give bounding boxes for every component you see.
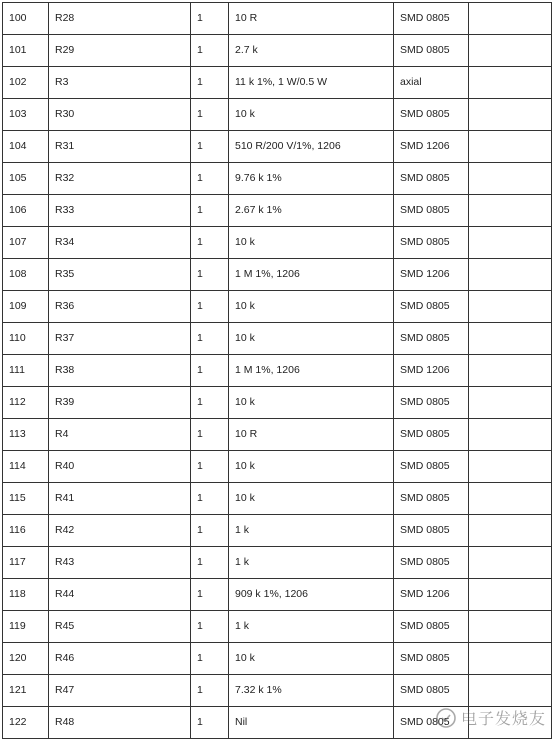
table-row: [3, 419, 552, 451]
bom-table-body: [3, 3, 552, 739]
table-row: [3, 707, 552, 739]
item-number-cell: 106: [3, 195, 49, 227]
table-row: [3, 451, 552, 483]
package-cell: SMD 0805: [394, 99, 469, 131]
item-number-cell: 114: [3, 451, 49, 483]
package-cell: SMD 0805: [394, 195, 469, 227]
component-value-cell: 909 k 1%, 1206: [229, 579, 394, 611]
designator-cell: R44: [49, 579, 191, 611]
quantity-cell: 1: [191, 675, 229, 707]
table-row: [3, 35, 552, 67]
table-row: [3, 483, 552, 515]
quantity-cell: 1: [191, 451, 229, 483]
item-number-cell: 113: [3, 419, 49, 451]
quantity-cell: 1: [191, 3, 229, 35]
item-number-cell: 108: [3, 259, 49, 291]
quantity-cell: 1: [191, 547, 229, 579]
package-cell: SMD 0805: [394, 707, 469, 739]
component-value-cell: 10 k: [229, 483, 394, 515]
empty-cell: [469, 707, 552, 739]
quantity-cell: 1: [191, 259, 229, 291]
empty-cell: [469, 387, 552, 419]
designator-cell: R39: [49, 387, 191, 419]
item-number-cell: 122: [3, 707, 49, 739]
package-cell: SMD 0805: [394, 451, 469, 483]
component-value-cell: 10 k: [229, 99, 394, 131]
table-row: [3, 3, 552, 35]
empty-cell: [469, 451, 552, 483]
package-cell: SMD 0805: [394, 515, 469, 547]
quantity-cell: 1: [191, 419, 229, 451]
package-cell: SMD 1206: [394, 355, 469, 387]
table-row: [3, 259, 552, 291]
quantity-cell: 1: [191, 579, 229, 611]
quantity-cell: 1: [191, 99, 229, 131]
component-value-cell: 11 k 1%, 1 W/0.5 W: [229, 67, 394, 99]
quantity-cell: 1: [191, 163, 229, 195]
component-value-cell: 9.76 k 1%: [229, 163, 394, 195]
package-cell: SMD 0805: [394, 3, 469, 35]
designator-cell: R42: [49, 515, 191, 547]
package-cell: SMD 0805: [394, 547, 469, 579]
package-cell: SMD 0805: [394, 323, 469, 355]
designator-cell: R34: [49, 227, 191, 259]
item-number-cell: 102: [3, 67, 49, 99]
package-cell: SMD 1206: [394, 131, 469, 163]
component-value-cell: 510 R/200 V/1%, 1206: [229, 131, 394, 163]
quantity-cell: 1: [191, 323, 229, 355]
empty-cell: [469, 131, 552, 163]
item-number-cell: 103: [3, 99, 49, 131]
component-value-cell: 1 k: [229, 515, 394, 547]
table-row: [3, 323, 552, 355]
watermark-text: 电子发烧友: [460, 709, 546, 728]
empty-cell: [469, 675, 552, 707]
item-number-cell: 107: [3, 227, 49, 259]
quantity-cell: 1: [191, 291, 229, 323]
component-value-cell: 10 k: [229, 291, 394, 323]
empty-cell: [469, 99, 552, 131]
table-row: [3, 291, 552, 323]
empty-cell: [469, 35, 552, 67]
component-value-cell: 10 k: [229, 387, 394, 419]
item-number-cell: 121: [3, 675, 49, 707]
designator-cell: R40: [49, 451, 191, 483]
package-cell: SMD 0805: [394, 35, 469, 67]
empty-cell: [469, 611, 552, 643]
empty-cell: [469, 3, 552, 35]
designator-cell: R47: [49, 675, 191, 707]
empty-cell: [469, 195, 552, 227]
quantity-cell: 1: [191, 643, 229, 675]
designator-cell: R38: [49, 355, 191, 387]
component-value-cell: 10 k: [229, 451, 394, 483]
item-number-cell: 116: [3, 515, 49, 547]
designator-cell: R36: [49, 291, 191, 323]
table-row: [3, 227, 552, 259]
component-value-cell: 1 M 1%, 1206: [229, 259, 394, 291]
quantity-cell: 1: [191, 707, 229, 739]
designator-cell: R3: [49, 67, 191, 99]
table-row: [3, 195, 552, 227]
empty-cell: [469, 547, 552, 579]
designator-cell: R43: [49, 547, 191, 579]
item-number-cell: 115: [3, 483, 49, 515]
quantity-cell: 1: [191, 195, 229, 227]
empty-cell: [469, 291, 552, 323]
component-value-cell: 1 k: [229, 547, 394, 579]
component-value-cell: 10 R: [229, 3, 394, 35]
item-number-cell: 105: [3, 163, 49, 195]
empty-cell: [469, 67, 552, 99]
table-row: [3, 547, 552, 579]
designator-cell: R41: [49, 483, 191, 515]
table-row: [3, 611, 552, 643]
component-value-cell: Nil: [229, 707, 394, 739]
table-row: [3, 163, 552, 195]
designator-cell: R29: [49, 35, 191, 67]
component-value-cell: 10 k: [229, 227, 394, 259]
table-row: [3, 131, 552, 163]
bom-table: [2, 2, 552, 739]
package-cell: SMD 0805: [394, 291, 469, 323]
table-row: [3, 515, 552, 547]
designator-cell: R31: [49, 131, 191, 163]
component-value-cell: 1 M 1%, 1206: [229, 355, 394, 387]
quantity-cell: 1: [191, 131, 229, 163]
empty-cell: [469, 163, 552, 195]
quantity-cell: 1: [191, 35, 229, 67]
component-value-cell: 10 k: [229, 323, 394, 355]
package-cell: axial: [394, 67, 469, 99]
designator-cell: R37: [49, 323, 191, 355]
table-row: [3, 675, 552, 707]
quantity-cell: 1: [191, 611, 229, 643]
item-number-cell: 110: [3, 323, 49, 355]
component-value-cell: 10 R: [229, 419, 394, 451]
designator-cell: R28: [49, 3, 191, 35]
designator-cell: R45: [49, 611, 191, 643]
empty-cell: [469, 227, 552, 259]
empty-cell: [469, 483, 552, 515]
designator-cell: R46: [49, 643, 191, 675]
package-cell: SMD 1206: [394, 579, 469, 611]
table-row: [3, 355, 552, 387]
component-value-cell: 2.67 k 1%: [229, 195, 394, 227]
quantity-cell: 1: [191, 355, 229, 387]
component-value-cell: 7.32 k 1%: [229, 675, 394, 707]
item-number-cell: 109: [3, 291, 49, 323]
empty-cell: [469, 643, 552, 675]
table-row: [3, 643, 552, 675]
table-row: [3, 579, 552, 611]
package-cell: SMD 0805: [394, 227, 469, 259]
item-number-cell: 100: [3, 3, 49, 35]
item-number-cell: 120: [3, 643, 49, 675]
package-cell: SMD 0805: [394, 483, 469, 515]
empty-cell: [469, 323, 552, 355]
item-number-cell: 117: [3, 547, 49, 579]
component-value-cell: 10 k: [229, 643, 394, 675]
designator-cell: R4: [49, 419, 191, 451]
designator-cell: R33: [49, 195, 191, 227]
quantity-cell: 1: [191, 67, 229, 99]
designator-cell: R35: [49, 259, 191, 291]
quantity-cell: 1: [191, 515, 229, 547]
quantity-cell: 1: [191, 227, 229, 259]
component-value-cell: 1 k: [229, 611, 394, 643]
designator-cell: R30: [49, 99, 191, 131]
item-number-cell: 111: [3, 355, 49, 387]
item-number-cell: 119: [3, 611, 49, 643]
table-row: [3, 67, 552, 99]
package-cell: SMD 1206: [394, 259, 469, 291]
item-number-cell: 101: [3, 35, 49, 67]
package-cell: SMD 0805: [394, 643, 469, 675]
component-value-cell: 2.7 k: [229, 35, 394, 67]
item-number-cell: 112: [3, 387, 49, 419]
package-cell: SMD 0805: [394, 163, 469, 195]
designator-cell: R48: [49, 707, 191, 739]
quantity-cell: 1: [191, 387, 229, 419]
empty-cell: [469, 515, 552, 547]
designator-cell: R32: [49, 163, 191, 195]
table-row: [3, 99, 552, 131]
item-number-cell: 118: [3, 579, 49, 611]
package-cell: SMD 0805: [394, 419, 469, 451]
package-cell: SMD 0805: [394, 611, 469, 643]
package-cell: SMD 0805: [394, 387, 469, 419]
empty-cell: [469, 259, 552, 291]
empty-cell: [469, 419, 552, 451]
table-row: [3, 387, 552, 419]
quantity-cell: 1: [191, 483, 229, 515]
package-cell: SMD 0805: [394, 675, 469, 707]
item-number-cell: 104: [3, 131, 49, 163]
empty-cell: [469, 355, 552, 387]
empty-cell: [469, 579, 552, 611]
